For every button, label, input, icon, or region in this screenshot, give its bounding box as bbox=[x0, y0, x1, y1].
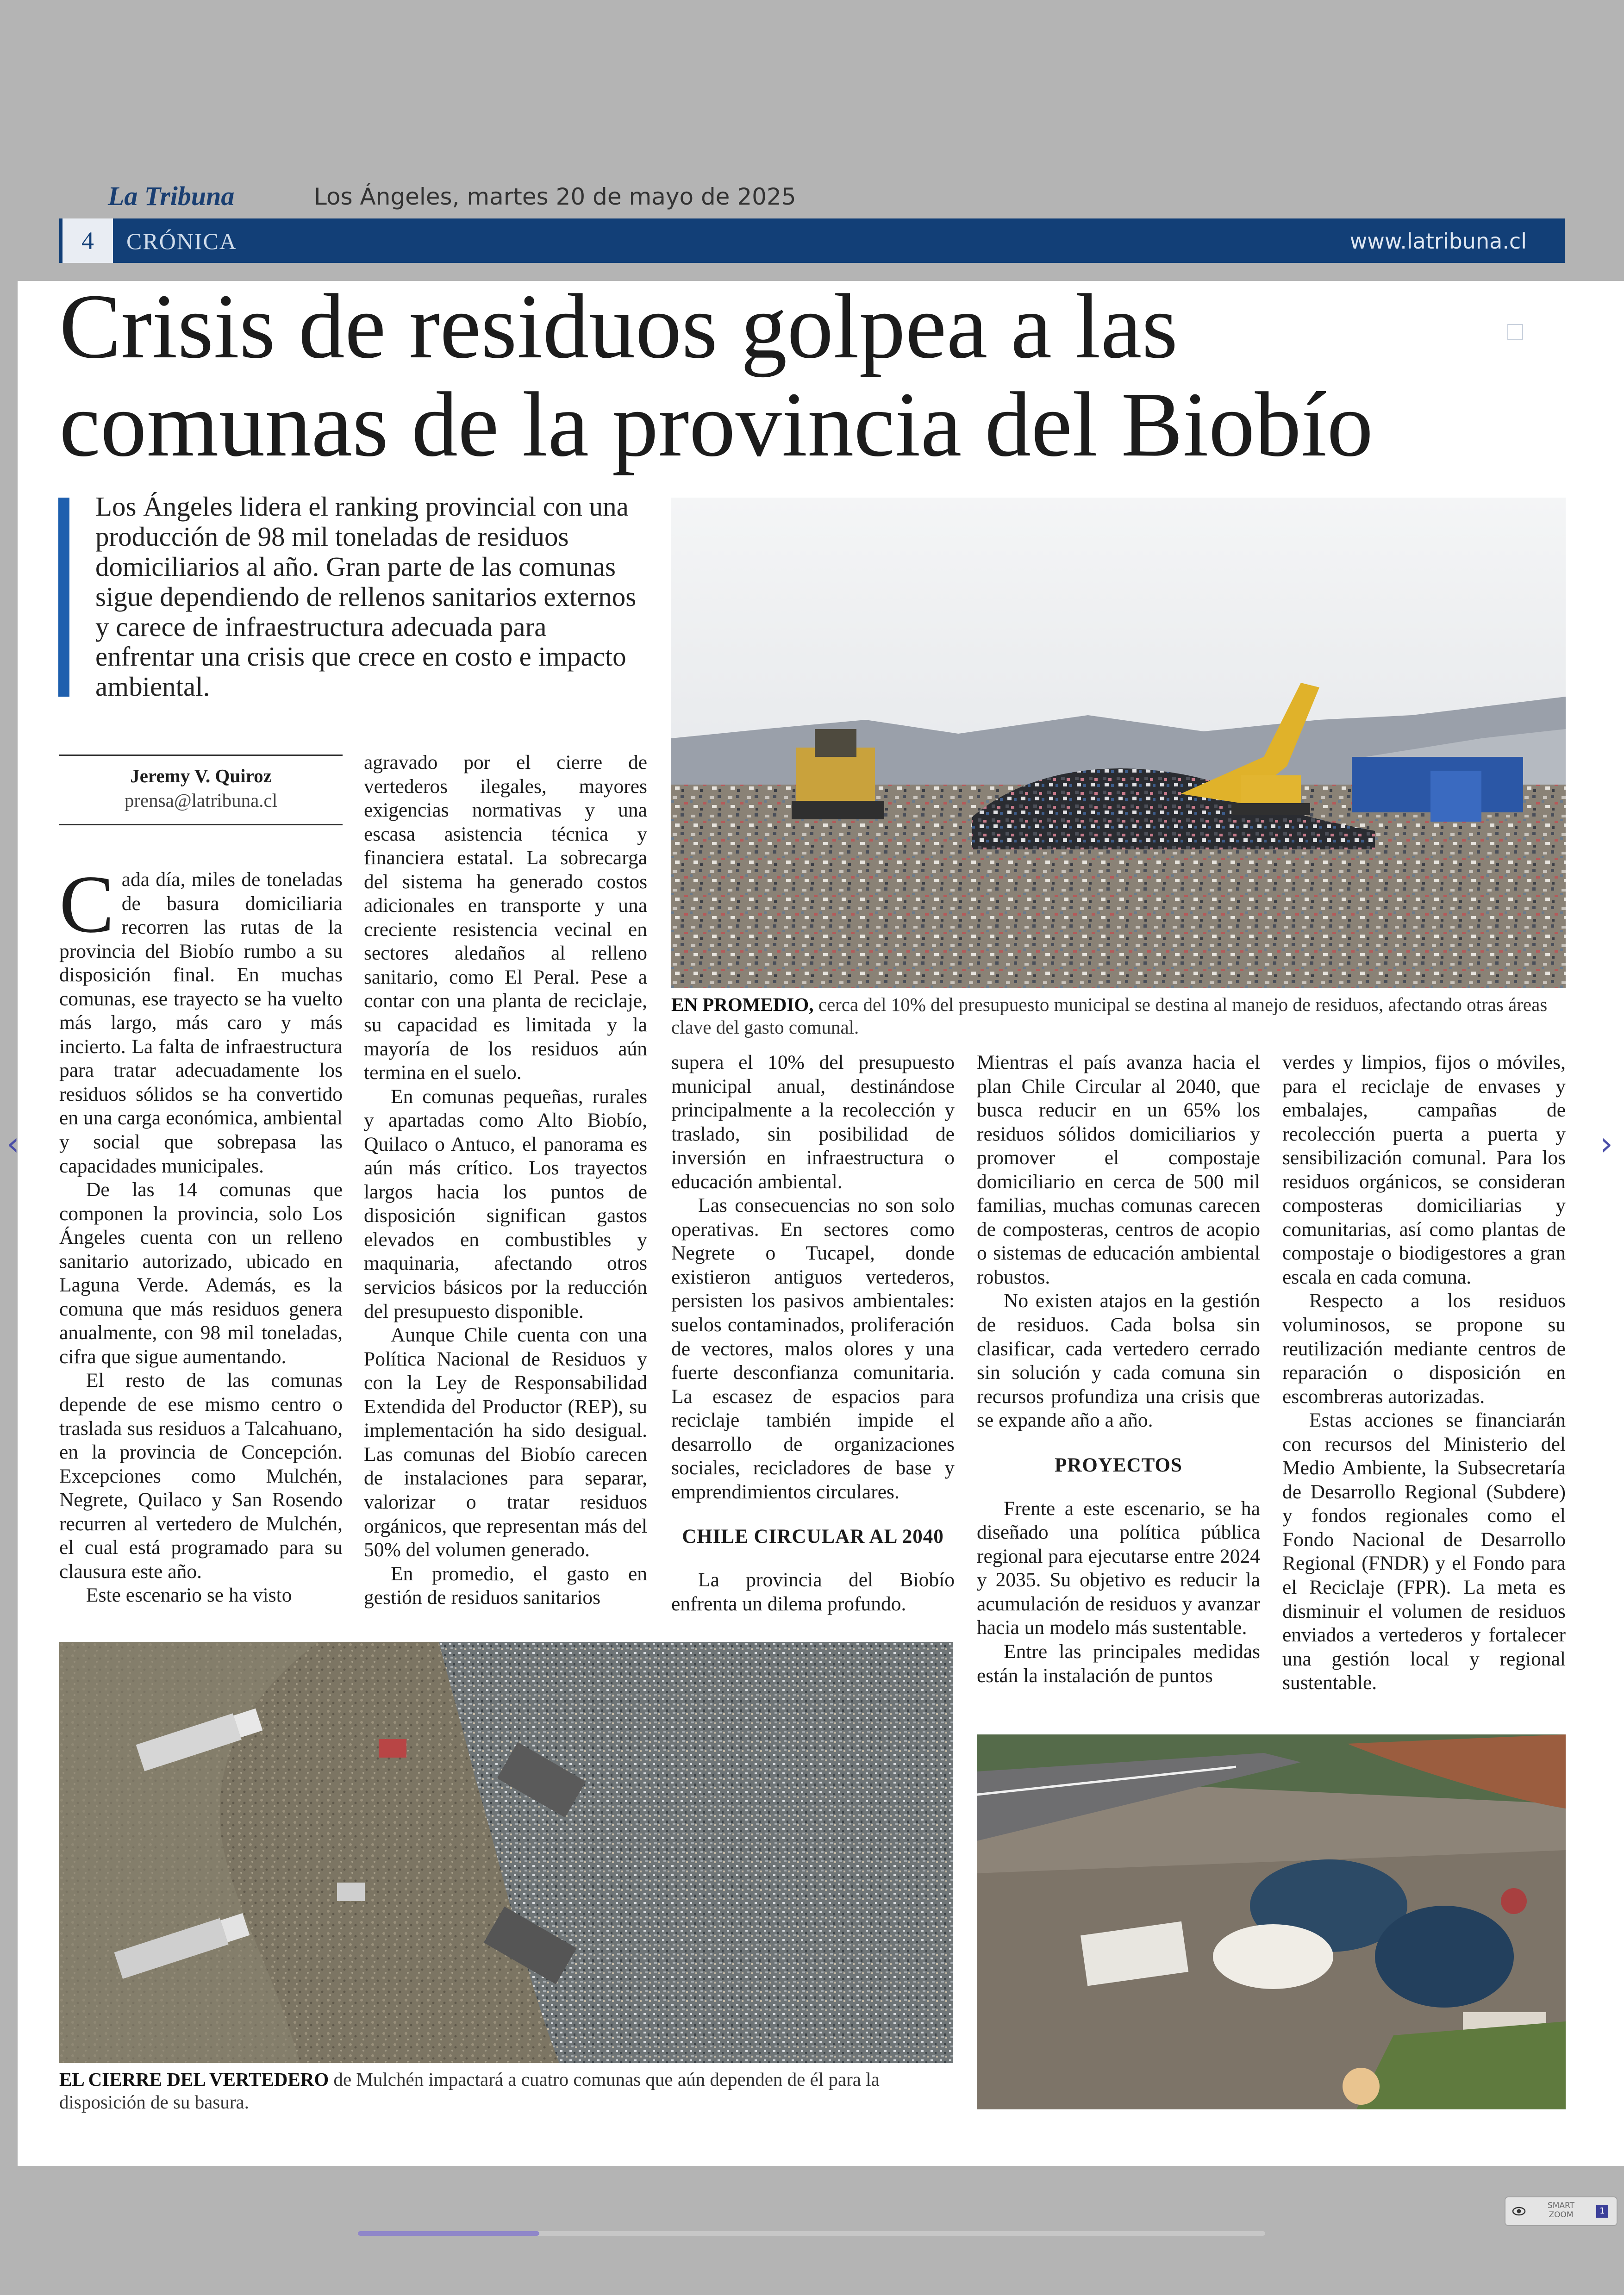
lead-accent-bar bbox=[58, 498, 69, 697]
author-email[interactable]: prensa@latribuna.cl bbox=[124, 790, 278, 811]
paragraph: Respecto a los residuos voluminosos, se propone su reutilización mediante centros de reparación o disposición en escombreras autorizadas. bbox=[1282, 1290, 1566, 1408]
paragraph: verdes y limpios, fijos o móviles, para el reciclaje de envases y embalajes, campañas de recolección puerta a puerta y sensibilización comunal. Para los residuos orgánicos, se consideran composteras domiciliarias y comunitarias, así como plantas de compostaje o biodigestores a gran escala en cada comuna. bbox=[1282, 1051, 1566, 1288]
smart-zoom-badge: 1 bbox=[1596, 2205, 1608, 2218]
page-progress-fill bbox=[358, 2231, 539, 2236]
next-page-arrow[interactable]: › bbox=[1600, 1125, 1613, 1163]
article-lead: Los Ángeles lidera el ranking provincial con una producción de 98 mil toneladas de residuos domiciliarios al año. Gran parte de las comunas sigue dependiendo de rellenos sanitarios externos y carece de infraestructura adecuada para enfrentar una crisis que crece en costo e impacto ambiental. bbox=[95, 491, 637, 702]
landfill-bulldozer-image bbox=[671, 498, 1566, 988]
byline-rule-bottom bbox=[59, 824, 343, 825]
section-bar bbox=[59, 218, 1565, 263]
paragraph: Frente a este escenario, se ha diseñado una política pública regional para ejecutarse entre 2024 y 2035. Su objetivo es reducir la acumulación de residuos y avanzar hacia un modelo más sustentable. bbox=[977, 1497, 1260, 1639]
aerial-landfill-image bbox=[59, 1642, 953, 2063]
section-heading-proyectos: PROYECTOS bbox=[1055, 1454, 1182, 1476]
paragraph: En comunas pequeñas, rurales y apartadas como Alto Biobío, Quilaco o Antuco, el panorama es aún más crítico. Los trayectos largos hacia los puntos de disposición significan gastos elevados en combustibles y maquinaria, afectando otros servicios básicos por la reducción del presupuesto disponible. bbox=[364, 1085, 647, 1322]
paragraph: Estas acciones se financiarán con recursos del Ministerio del Medio Ambiente, la Subsecretaría de Desarrollo Regional (Subdere) y fondos regionales como el Fondo Nacional de Desarrollo Regional (FNDR) y el Fondo para el Reciclaje (FPR). La meta es disminuir el volumen de residuos enviados a vertederos y fortalecer una gestión local y regional sustentable. bbox=[1282, 1409, 1566, 1694]
site-url[interactable]: www.latribuna.cl bbox=[1349, 229, 1527, 254]
author-name: Jeremy V. Quiroz bbox=[130, 765, 272, 786]
roadside-dump-photo bbox=[977, 1734, 1566, 2109]
paragraph: En promedio, el gasto en gestión de residuos sanitarios bbox=[364, 1562, 647, 1609]
photo-caption-1: EN PROMEDIO, cerca del 10% del presupuesto municipal se destina al manejo de residuos, afectando otras áreas clave del gasto comunal. bbox=[671, 994, 1548, 1038]
smart-zoom-button[interactable] bbox=[1505, 2196, 1618, 2226]
article-column-2 bbox=[364, 751, 647, 1610]
issue-date: Los Ángeles, martes 20 de mayo de 2025 bbox=[314, 183, 796, 210]
newspaper-logo: La Tribuna bbox=[108, 181, 235, 211]
paragraph: El resto de las comunas depende de ese mismo centro o traslada sus residuos a Talcahuano, en la provincia de Concepción. Excepciones como Mulchén, Negrete, Quilaco y San Rosendo recurren al vertedero de Mulchén, el cual está programado para su clausura este año. bbox=[59, 1369, 343, 1583]
paragraph: Las consecuencias no son solo operativas. En sectores como Negrete o Tucapel, donde existieron antiguos vertederos, persisten los pasivos ambientales: suelos contaminados, proliferación de vectores, malos olores y una fuerte desconfianza comunitaria. La escasez de espacios para reciclaje también impide el desarrollo de organizaciones sociales, recicladores de base y emprendimientos circulares. bbox=[671, 1194, 955, 1503]
paragraph: agravado por el cierre de vertederos ilegales, mayores exigencias normativas y una escasa asistencia técnica y financiera estatal. La sobrecarga del sistema ha generado costos adicionales en transporte y una creciente resistencia vecinal en sectores aledaños al relleno sanitario, como El Peral. Pese a contar con una planta de reciclaje, su capacidad es limitada y la mayoría de los residuos aún termina en el suelo. bbox=[364, 751, 647, 1084]
section-heading-chile-circular: CHILE CIRCULAR AL 2040 bbox=[682, 1526, 944, 1548]
paragraph: Este escenario se ha visto bbox=[86, 1584, 292, 1607]
paragraph: Entre las principales medidas están la instalación de puntos bbox=[977, 1640, 1260, 1687]
paragraph: Cada día, miles de toneladas de basura domiciliaria recorren las rutas de la provincia del Biobío rumbo a su disposición final. En muchas comunas, ese trayecto se ha vuelto más largo, más caro y más incierto. La falta de infraestructura para tratar adecuadamente los residuos sólidos se ha convertido en una carga económica, ambiental y social que sobrepasa las capacidades municipales. bbox=[59, 858, 343, 1177]
eye-icon bbox=[1512, 2206, 1526, 2217]
section-name: CRÓNICA bbox=[126, 228, 237, 254]
paragraph: Aunque Chile cuenta con una Política Nacional de Residuos y con la Ley de Responsabilidad Extendida del Productor (REP), su implementación ha sido desigual. Las comunas del Biobío carecen de instalaciones para separar, valorizar o tratar residuos orgánicos, que representan más del 50% del volumen generado. bbox=[364, 1324, 647, 1561]
article-title: Crisis de residuos golpea a las comunas de la provincia del Biobío bbox=[59, 275, 1374, 476]
aerial-landfill-photo bbox=[59, 1642, 953, 2063]
photo-caption-2: EL CIERRE DEL VERTEDERO de Mulchén impactará a cuatro comunas que aún dependen de él para la disposición de su basura. bbox=[59, 2069, 880, 2113]
drop-cap: C bbox=[59, 858, 114, 950]
paragraph: No existen atajos en la gestión de residuos. Cada bolsa sin clasificar, cada vertedero cerrado sin solución y cada comuna sin recursos profundiza una crisis que se expande año a año. bbox=[977, 1290, 1260, 1432]
paragraph: De las 14 comunas que componen la provincia, solo Los Ángeles cuenta con un relleno sanitario autorizado, ubicado en Laguna Verde. Además, es la comuna que más residuos genera anualmente, con 98 mil toneladas, cifra que sigue aumentando. bbox=[59, 1179, 343, 1368]
paragraph: Mientras el país avanza hacia el plan Chile Circular al 2040, que busca reducir en un 65% los residuos sólidos domiciliarios y promover el compostaje domiciliario en cerca de 500 mil familias, muchas comunas carecen de composteras, centros de acopio o sistemas de educación ambiental robustos. bbox=[977, 1051, 1260, 1288]
roadside-dump-image bbox=[977, 1734, 1566, 2109]
byline-rule-top bbox=[59, 755, 343, 756]
article-column-1 bbox=[59, 858, 343, 1608]
previous-page-arrow[interactable]: ‹ bbox=[6, 1125, 19, 1163]
landfill-bulldozer-photo bbox=[671, 498, 1566, 988]
smart-zoom-label: SMART ZOOM bbox=[1547, 2201, 1575, 2220]
paragraph: La provincia del Biobío enfrenta un dilema profundo. bbox=[671, 1569, 955, 1615]
page-number: 4 bbox=[59, 218, 113, 263]
article-column-4 bbox=[977, 1051, 1260, 1688]
annotation-marker[interactable] bbox=[1507, 324, 1523, 340]
paragraph: supera el 10% del presupuesto municipal anual, destinándose principalmente a la recolección y traslado, sin posibilidad de inversión en infraestructura o educación ambiental. bbox=[671, 1051, 955, 1193]
article-column-5 bbox=[1282, 1051, 1566, 1695]
article-column-3 bbox=[671, 1051, 955, 1616]
